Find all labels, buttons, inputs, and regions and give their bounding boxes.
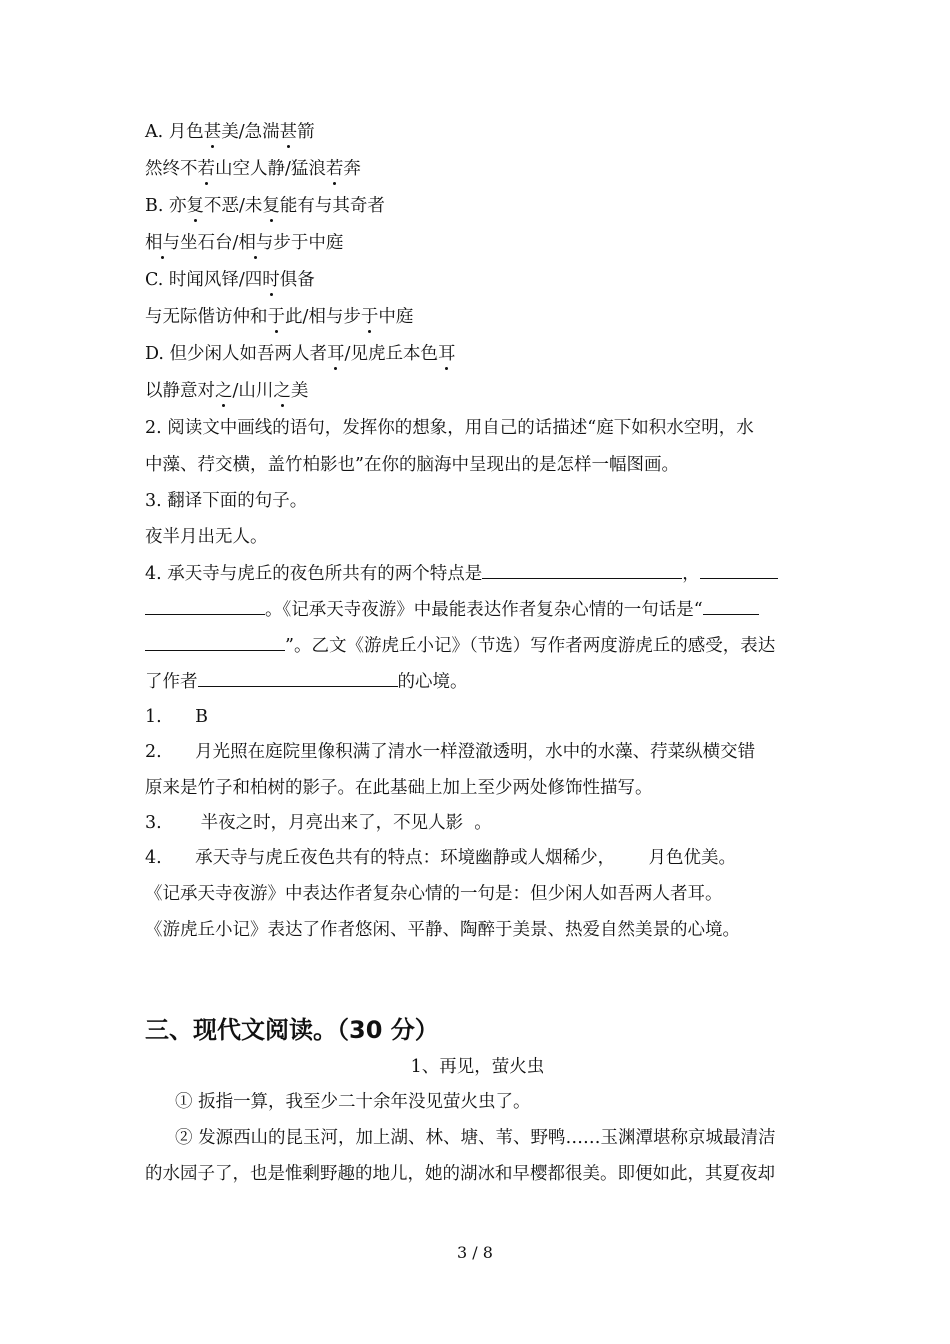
section-title: 三、现代文阅读。（30 分） — [145, 1016, 439, 1044]
passage-title: 1、再见，萤火虫 — [410, 1057, 545, 1077]
q4-line4: 了作者 的心境。 — [145, 672, 468, 692]
paragraph-2-line1: ② 发源西山的昆玉河，加上湖、林、塘、苇、野鸭……玉渊潭堪称京城最清洁 — [175, 1128, 776, 1148]
q1-option-b-line1: B. 亦复不恶/未复能有与其奇者 — [145, 196, 385, 216]
q1-option-b-line2: 相与坐石台/相与步于中庭 — [145, 233, 344, 253]
q1-option-d-line1: D. 但少闲人如吾两人者耳/见虎丘本色耳 — [145, 344, 456, 364]
answer-blank — [198, 670, 398, 687]
q3-line2: 夜半月出无人。 — [145, 527, 268, 547]
answer-blank — [703, 598, 759, 615]
q4-line2: 。《记承天寺夜游》中最能表达作者复杂心情的一句话是“ — [145, 598, 810, 621]
q1-option-a-line1: A. 月色甚美/急湍甚箭 — [145, 122, 315, 142]
q1-option-d-line2: 以静意对之/山川之美 — [145, 381, 309, 401]
q1-option-c-line2: 与无际偕访仲和于此/相与步于中庭 — [145, 307, 414, 327]
answer-blank — [482, 562, 682, 579]
page-number: 3 / 8 — [457, 1243, 493, 1262]
answer-4-line1: 4. 承天寺与虎丘夜色共有的特点：环境幽静或人烟稀少， 月色优美。 — [145, 848, 736, 868]
answer-3: 3. 半夜之时，月亮出来了，不见人影 。 — [145, 813, 492, 833]
answer-1: 1. B — [145, 707, 208, 727]
q4-line1: 4. 承天寺与虎丘的夜色所共有的两个特点是 ， — [145, 562, 810, 585]
answer-blank — [145, 598, 265, 615]
answer-2-line1: 2. 月光照在庭院里像积满了清水一样澄澈透明，水中的水藻、荇菜纵横交错 — [145, 742, 756, 762]
answer-4-line3: 《游虎丘小记》表达了作者悠闲、平静、陶醉于美景、热爱自然美景的心境。 — [145, 920, 740, 940]
answer-blank — [145, 634, 285, 651]
answer-2-line2: 原来是竹子和柏树的影子。在此基础上加上至少两处修饰性描写。 — [145, 778, 653, 798]
q2-line1: 2. 阅读文中画线的语句，发挥你的想象，用自己的话描述“庭下如积水空明，水 — [145, 418, 754, 438]
q4-line3: ”。乙文《游虎丘小记》（节选）写作者两度游虎丘的感受，表达 — [145, 634, 810, 657]
q1-option-a-line2: 然终不若山空人静/猛浪若奔 — [145, 159, 361, 179]
q2-line2: 中藻、荇交横，盖竹柏影也”在你的脑海中呈现出的是怎样一幅图画。 — [145, 455, 679, 475]
q1-option-c-line1: C. 时闻风铎/四时俱备 — [145, 270, 315, 290]
paragraph-1: ① 扳指一算，我至少二十余年没见萤火虫了。 — [175, 1092, 531, 1112]
answer-blank — [700, 562, 778, 579]
answer-4-line2: 《记承天寺夜游》中表达作者复杂心情的一句是：但少闲人如吾两人者耳。 — [145, 884, 723, 904]
q3-line1: 3. 翻译下面的句子。 — [145, 491, 308, 511]
paragraph-2-line2: 的水园子了，也是惟剩野趣的地儿，她的湖冰和早樱都很美。即便如此，其夏夜却 — [145, 1164, 775, 1184]
